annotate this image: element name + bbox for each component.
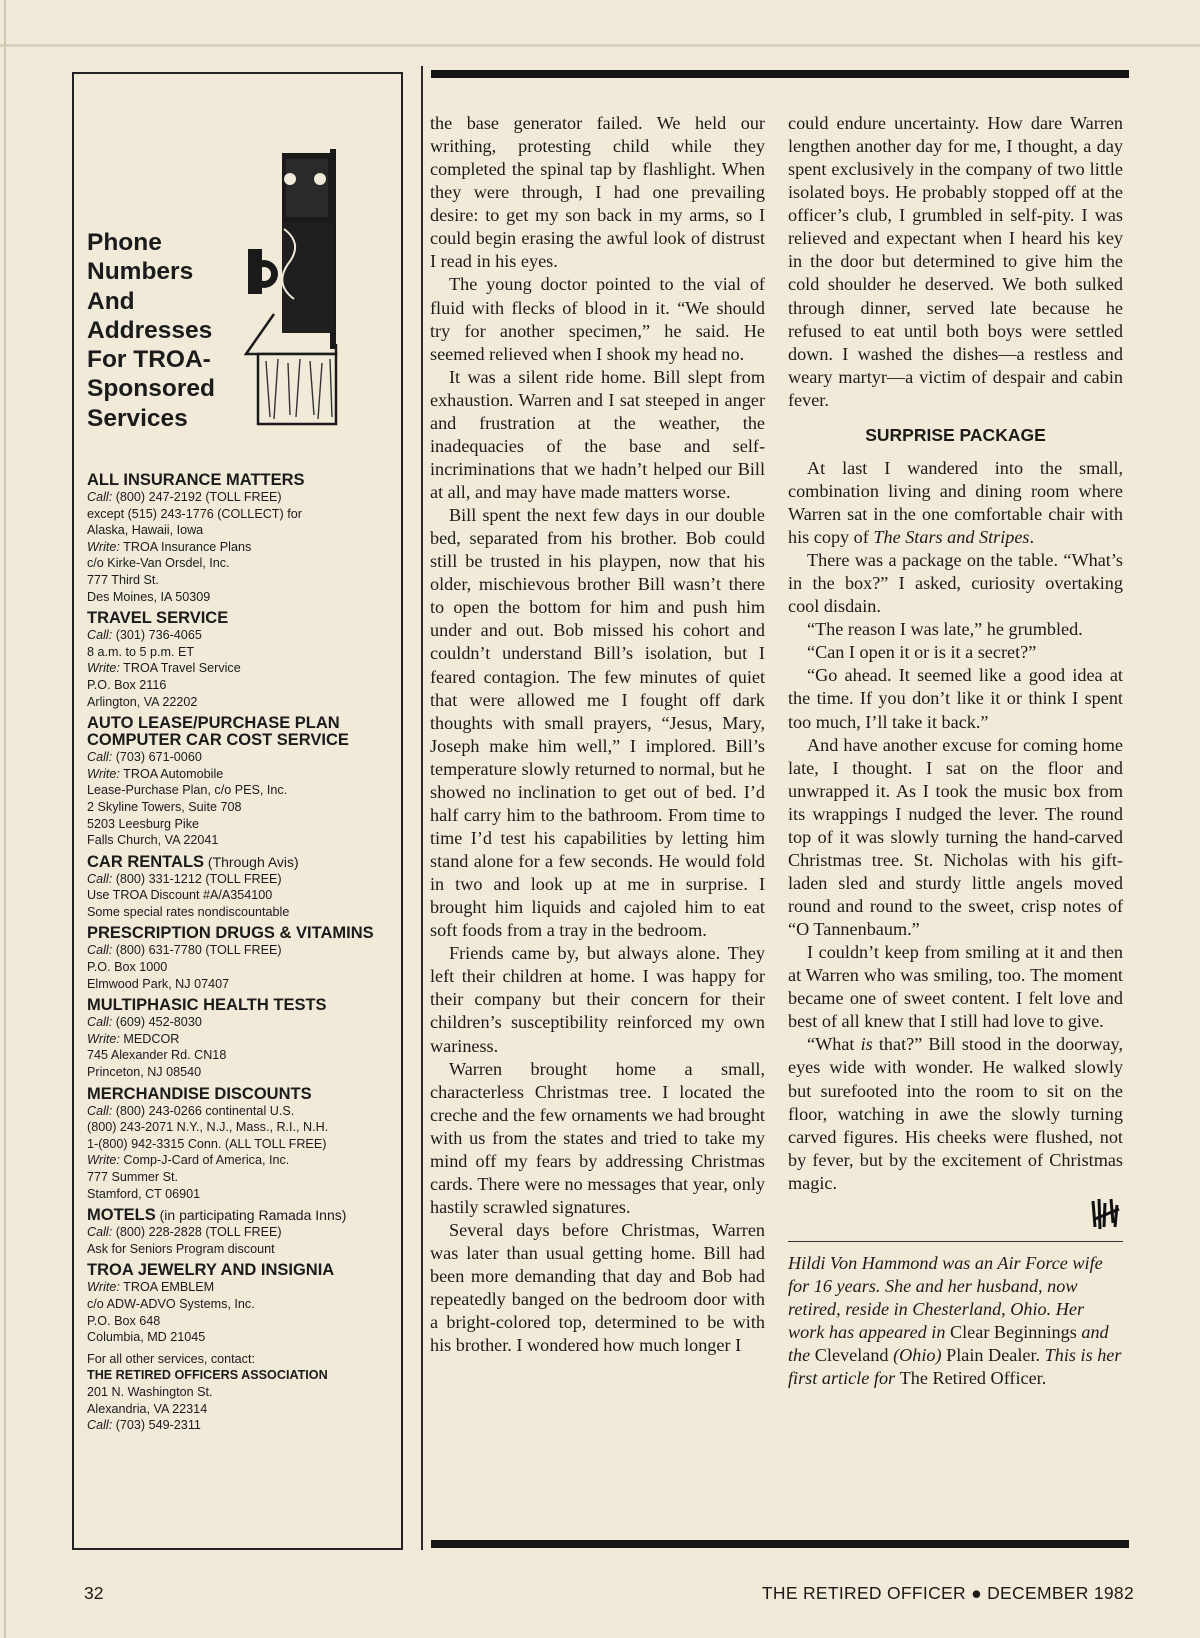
paragraph: There was a package on the table. “What’s in the box?” I asked, curiosity overtaking cool disdain. [788, 550, 1123, 617]
article-top-rule [431, 70, 1129, 78]
service-line: 8 a.m. to 5 p.m. ET [87, 644, 195, 659]
service-entry [87, 854, 399, 921]
service-entry [87, 472, 399, 605]
paragraph: could endure uncertainty. How dare Warren lengthen another day for me, I thought, a day spent exclusively in the company of two little isolated boys. He probably stopped off at the officer’s club, I grumbled in self-pity. I was relieved and expectant when I heard his key in the door but determined to give him the cold shoulder he deserved. We both sulked through dinner, served late because he refused to eat until both boys were settled down. I washed the dishes—a restless and weary martyr—a victim of despair and cabin fever. [788, 113, 1123, 410]
contact-intro: For all other services, contact: [87, 1351, 255, 1366]
service-entry [87, 1207, 399, 1257]
service-line: Stamford, CT 06901 [87, 1186, 201, 1201]
service-entry [87, 1086, 399, 1203]
service-line: Call: (800) 631-7780 (TOLL FREE) [87, 943, 282, 958]
end-of-article-mark [788, 1195, 1123, 1235]
contact-phone: Call: (703) 549-2311 [87, 1418, 201, 1433]
page-left-edge [4, 0, 6, 1638]
page-number: 32 [84, 1583, 104, 1603]
service-line: Write: TROA Automobile [87, 766, 224, 781]
magazine-footer: THE RETIRED OFFICER ● DECEMBER 1982 [761, 1583, 1134, 1603]
paragraph: It was a silent ride home. Bill slept from exhaustion. Warren and I sat steeped in anger and frustration at the weather, the inadequacies of the base and self-incriminations that we hadn’t helped our Bill at all, and may have made matters worse. [430, 366, 765, 502]
service-heading: AUTO LEASE/PURCHASE PLAN [87, 714, 340, 733]
service-heading: MERCHANDISE DISCOUNTS [87, 1084, 312, 1103]
service-line: P.O. Box 648 [87, 1313, 161, 1328]
service-line: Arlington, VA 22202 [87, 694, 198, 709]
service-line: Write: TROA Travel Service [87, 661, 241, 676]
service-line: Call: (703) 671-0060 [87, 750, 202, 765]
service-line: Write: MEDCOR [87, 1031, 180, 1046]
paragraph: And have another excuse for coming home late, I thought. I sat on the floor and unwrapped it. As I took the music box from its wrappings I nudged the lever. The round top of it was slowly turning the hand-carved Christmas tree. St. Nicholas with his gift-laden sled and sturdy little angels moved round and round to the sweet, crisp notes of “O Tannenbaum.” [788, 734, 1123, 940]
contact-address-line: 201 N. Washington St. [87, 1384, 213, 1399]
paragraph: I couldn’t keep from smiling at it and then at Warren who was smiling, too. The moment became one of sweet content. I felt love and best of all knew that I still had love to give. [788, 942, 1123, 1032]
service-line: Ask for Seniors Program discount [87, 1241, 275, 1256]
services-sidebar [72, 72, 403, 1550]
service-heading: MULTIPHASIC HEALTH TESTS [87, 996, 327, 1015]
service-line: Some special rates nondiscountable [87, 904, 290, 919]
paragraph: “Can I open it or is it a secret?” [807, 642, 1037, 663]
service-line: 745 Alexander Rd. CN18 [87, 1048, 227, 1063]
service-line: 2 Skyline Towers, Suite 708 [87, 799, 242, 814]
service-line: (800) 243-2071 N.Y., N.J., Mass., R.I., N.H. [87, 1120, 329, 1135]
service-line: Call: (800) 228-2828 (TOLL FREE) [87, 1225, 282, 1240]
service-line: Write: TROA Insurance Plans [87, 539, 252, 554]
paragraph: “What is that?” Bill stood in the doorway, eyes wide with wonder. He walked slowly but surefooted into the room to sit on the floor, watching in awe the slowly turning carved figures. His cheeks were flushed, not by fever, but by the excitement of Christmas magic. [788, 1034, 1123, 1193]
service-line: Call: (800) 247-2192 (TOLL FREE) [87, 490, 282, 504]
paragraph: Several days before Christmas, Warren was later than usual getting home. Bill had been more demanding that day and Bob had repeatedly banged on the bedroom door with a bright-colored top, determined to be with his brother. I wondered how much longer I [430, 1220, 765, 1356]
service-heading: ALL INSURANCE MATTERS [87, 471, 305, 489]
service-line: Write: Comp-J-Card of America, Inc. [87, 1153, 290, 1168]
service-line: Call: (800) 243-0266 continental U.S. [87, 1103, 295, 1118]
service-heading: TRAVEL SERVICE [87, 609, 229, 628]
service-line: Write: TROA EMBLEM [87, 1280, 215, 1295]
service-line: Call: (301) 736-4065 [87, 628, 202, 643]
service-line: except (515) 243-1776 (COLLECT) for [87, 506, 302, 521]
article-column-1 [430, 112, 765, 1357]
service-line: Elmwood Park, NJ 07407 [87, 976, 230, 991]
author-bio: Hildi Von Hammond was an Air Force wife for 16 years. She and her husband, now retired, reside in Chesterland, Ohio. Her work has appeared in Clear Beginnings and the Cleveland (Ohio) Plain Dealer. This is her first article for The Retired Officer. [788, 1252, 1122, 1388]
service-entry [87, 715, 399, 849]
service-heading: COMPUTER CAR COST SERVICE [87, 731, 349, 750]
service-entry [87, 997, 399, 1080]
section-subhead: SURPRISE PACKAGE [865, 424, 1046, 445]
service-line: 5203 Leesburg Pike [87, 816, 200, 831]
service-line: Princeton, NJ 08540 [87, 1065, 202, 1080]
service-line: P.O. Box 1000 [87, 960, 168, 975]
association-contact [87, 1351, 399, 1434]
service-line: Call: (800) 331-1212 (TOLL FREE) [87, 871, 282, 886]
service-line: c/o ADW-ADVO Systems, Inc. [87, 1296, 255, 1311]
service-line: Columbia, MD 21045 [87, 1330, 206, 1345]
service-line: 1-(800) 942-3315 Conn. (ALL TOLL FREE) [87, 1136, 327, 1151]
end-mark-icon [1091, 1197, 1121, 1231]
service-line: Use TROA Discount #A/A354100 [87, 888, 273, 903]
service-line: 777 Third St. [87, 572, 159, 587]
service-entry [87, 1262, 399, 1345]
association-name: THE RETIRED OFFICERS ASSOCIATION [87, 1368, 328, 1383]
service-entry [87, 610, 399, 710]
service-line: Lease-Purchase Plan, c/o PES, Inc. [87, 783, 288, 798]
paragraph: The young doctor pointed to the vial of fluid with flecks of blood in it. “We should try for another specimen,” he said. He seemed relieved when I shook my head no. [430, 274, 765, 364]
service-line: Des Moines, IA 50309 [87, 589, 211, 604]
wall-telephone-illustration [244, 149, 354, 429]
sidebar-title: Phone Numbers And Addresses For TROA- Sponsored Services [87, 229, 215, 432]
article-bottom-rule [431, 1540, 1129, 1548]
article-column-2 [788, 112, 1123, 1390]
paragraph: Friends came by, but always alone. They left their children at home. I was happy for their company but their concern for their children’s susceptibility reinforced my own wariness. [430, 943, 765, 1056]
column-divider [421, 66, 423, 1550]
paragraph: Warren brought home a small, characterless Christmas tree. I located the creche and the few ornaments we had brought with us from the states and tried to take my mind off my fears by addressing Christmas cards. There were no messages that year, only hastily scrawled signatures. [430, 1058, 765, 1217]
service-heading: CAR RENTALS (Through Avis) [87, 852, 299, 871]
service-line: 777 Summer St. [87, 1170, 178, 1184]
service-line: P.O. Box 2116 [87, 677, 167, 692]
service-entry [87, 925, 399, 992]
paragraph: At last I wandered into the small, combination living and dining room where Warren sat in the one comfortable chair with his copy of The Stars and Stripes. [788, 457, 1123, 547]
service-line: Call: (609) 452-8030 [87, 1015, 202, 1030]
page-top-rule [0, 44, 1200, 47]
paragraph: “Go ahead. It seemed like a good idea at the time. If you don’t like it or think I spent too much, I’ll take it back.” [788, 665, 1123, 732]
service-line: Alaska, Hawaii, Iowa [87, 523, 204, 538]
services-list [87, 472, 399, 1439]
service-line: Falls Church, VA 22041 [87, 833, 219, 848]
service-heading: MOTELS (in participating Ramada Inns) [87, 1206, 347, 1225]
service-heading: TROA JEWELRY AND INSIGNIA [87, 1261, 335, 1280]
contact-address-line: Alexandria, VA 22314 [87, 1401, 208, 1416]
service-line: c/o Kirke-Van Orsdel, Inc. [87, 556, 230, 571]
paragraph: Bill spent the next few days in our double bed, separated from his brother. Bob could still be trusted in his playpen, now that his older, mischievous brother Bill wasn’t there to open the bottom for him and push him under and out. Bob missed his cohort and couldn’t understand Bill’s isolation, but I feared contagion. The few minutes of quiet that were allowed me I fought off dark thoughts with small prayers, “Jesus, Mary, Joseph make him well,” I implored. Bill’s temperature slowly returned to normal, but he showed no inclination to get out of bed. I’d half carry him to the bathroom. From time to time I’d test his capabilities by letting him stand alone for a few seconds. He would fold in two and look up at me in surprise. I brought him liquids and cajoled him to eat soft foods from a tray in the bedroom. [430, 505, 765, 941]
paragraph: the base generator failed. We held our writhing, protesting child while they completed the spinal tap by flashlight. When they were through, I had one prevailing desire: to get my son back in my arms, so I could begin erasing the awful look of distrust I read in his eyes. [430, 113, 765, 272]
bio-divider [788, 1241, 1123, 1242]
service-heading: PRESCRIPTION DRUGS & VITAMINS [87, 924, 374, 943]
paragraph: “The reason I was late,” he grumbled. [807, 619, 1083, 640]
